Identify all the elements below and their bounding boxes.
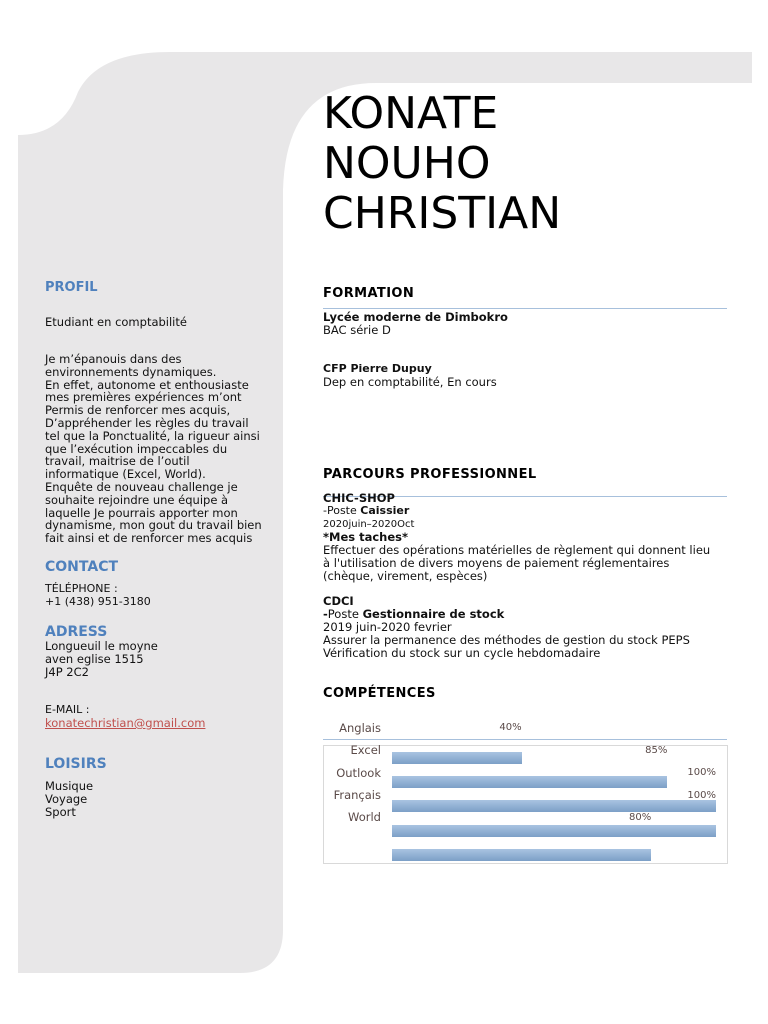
chart-category-label: Excel	[350, 743, 381, 758]
adress-lines: Longueuil le moyne aven eglise 1515 J4P 2C2	[45, 639, 158, 679]
profil-text: Je m’épanouis dans des environnements dynamiques. En effet, autonome et enthousiaste mes premières expériences m’ont Permis de renforcer mes acquis, D’appréhender les règles du travail tel que la Ponctualité, la rigueur ainsi que l’exécution impeccables du travail, maitrise de l’outil informatique (Excel, World). Enquête de nouveau challenge je souhaite rejoindre une équipe à laquelle Je pourrais apporter mon dynamisme, mon gout du travail bien fait ainsi et de renforcer mes acquis	[45, 352, 262, 546]
chart-category-label: World	[348, 810, 381, 825]
adress-heading: ADRESS	[45, 624, 108, 640]
chart-bar	[392, 849, 651, 861]
job-2-tasks: Assurer la permanence des méthodes de gestion du stock PEPS Vérification du stock sur un cycle hebdomadaire	[323, 633, 690, 660]
school-1-detail: BAC série D	[323, 323, 391, 337]
job-2-dates: 2019 juin-2020 fevrier	[323, 620, 452, 634]
loisirs-heading: LOISIRS	[45, 756, 107, 772]
chart-value-label: 80%	[628, 812, 652, 823]
chart-bar	[392, 752, 522, 764]
job-1-poste: -Poste Caissier	[323, 504, 410, 517]
job-1-tasks: Effectuer des opérations matérielles de règlement qui donnent lieu à l'utilisation de divers moyens de paiement réglementaires (chèque, virement, espèces)	[323, 543, 711, 583]
loisirs-list: Musique Voyage Sport	[45, 779, 94, 819]
chart-value-label: 100%	[687, 767, 716, 778]
profil-summary: Etudiant en comptabilité	[45, 315, 187, 329]
email-link[interactable]: konatechristian@gmail.com	[45, 716, 206, 730]
phone-number: +1 (438) 951-3180	[45, 595, 151, 608]
school-2: CFP Pierre Dupuy	[323, 362, 432, 375]
chart-bar	[392, 800, 716, 812]
school-1: Lycée moderne de Dimbokro	[323, 310, 508, 324]
phone-label: TÉLÉPHONE :	[45, 582, 118, 595]
chart-category-label: Anglais	[339, 721, 381, 735]
parcours-heading: PARCOURS PROFESSIONNEL	[323, 467, 537, 482]
school-2-detail: Dep en comptabilité, En cours	[323, 375, 497, 389]
job-1-tasks-title: *Mes taches*	[323, 530, 409, 544]
job-1-dates: 2020juin–2020Oct	[323, 519, 415, 530]
name-last: KONATE	[323, 88, 499, 139]
name-first: NOUHO	[323, 138, 491, 189]
job-2-poste: -Poste Gestionnaire de stock	[323, 607, 505, 621]
contact-heading: CONTACT	[45, 559, 119, 575]
competences-heading: COMPÉTENCES	[323, 686, 436, 701]
email-label: E-MAIL :	[45, 703, 90, 716]
chart-value-label: 100%	[687, 789, 716, 801]
competences-divider	[323, 739, 727, 740]
formation-divider	[323, 308, 727, 309]
chart-category-label: Outlook	[336, 765, 381, 780]
chart-bar	[392, 825, 716, 837]
chart-bar	[392, 776, 667, 788]
job-1-company: CHIC-SHOP	[323, 491, 395, 505]
chart-category-label: Français	[333, 787, 381, 802]
profil-heading: PROFIL	[45, 280, 98, 295]
chart-value-label: 40%	[499, 722, 522, 733]
job-2-company: CDCI	[323, 594, 354, 608]
formation-heading: FORMATION	[323, 286, 415, 301]
name-middle: CHRISTIAN	[323, 188, 562, 239]
chart-value-label: 85%	[645, 744, 668, 756]
